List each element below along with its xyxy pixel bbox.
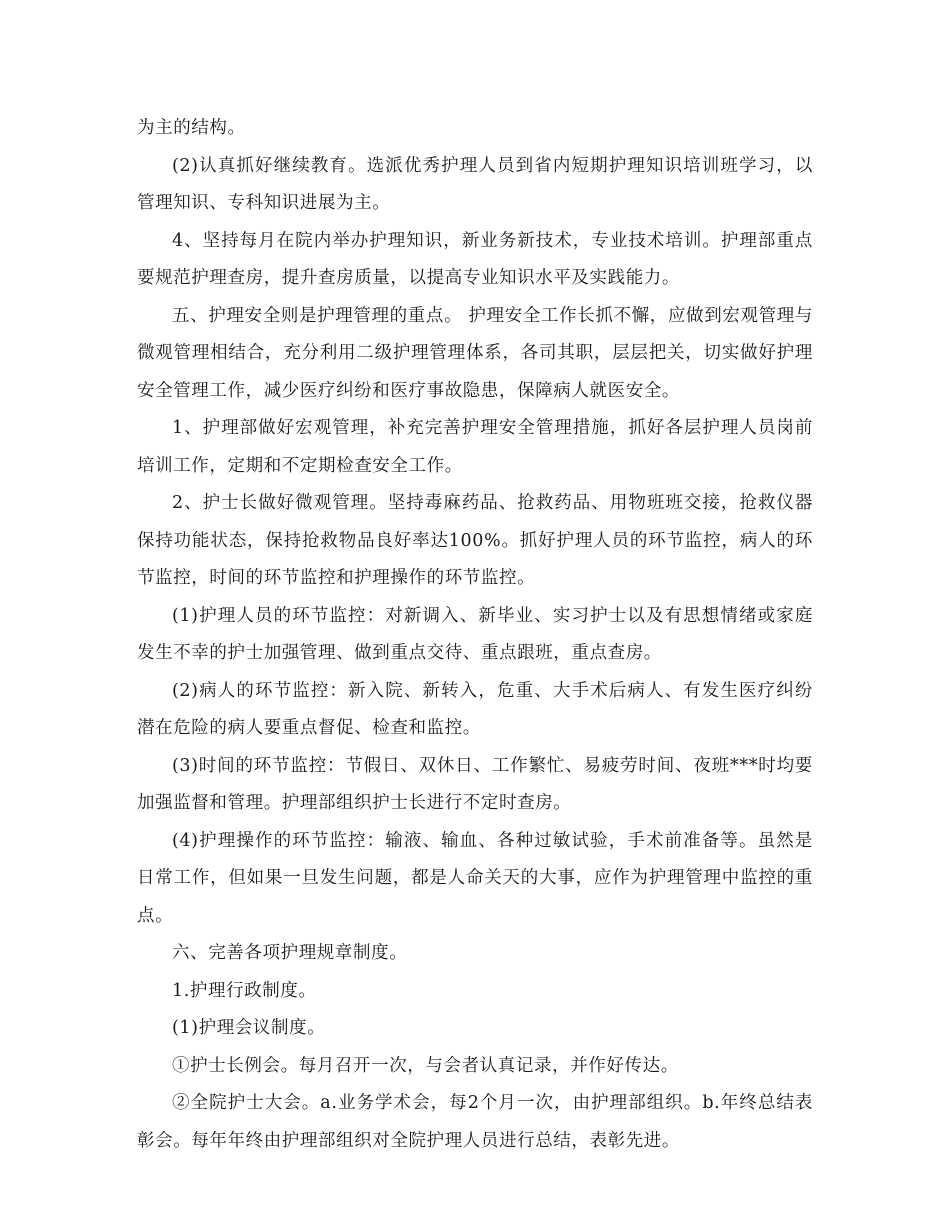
paragraph-6: 2、护士长做好微观管理。坚持毒麻药品、抢救药品、用物班班交接，抢救仪器保持功能状态，保持抢救物品良好率达100%。抓好护理人员的环节监控，病人的环节监控，时间的环节监控和护理操作的环节监控。 bbox=[137, 493, 813, 588]
paragraph-5: 1、护理部做好宏观管理，补充完善护理安全管理措施，抓好各层护理人员岗前培训工作，定期和不定期检查安全工作。 bbox=[137, 418, 813, 476]
paragraph-7: (1)护理人员的环节监控：对新调入、新毕业、实习护士以及有思想情绪或家庭发生不幸的护士加强管理、做到重点交待、重点跟班，重点查房。 bbox=[137, 605, 813, 663]
paragraph-8: (2)病人的环节监控：新入院、新转入，危重、大手术后病人、有发生医疗纠纷潜在危险的病人要重点督促、检查和监控。 bbox=[137, 680, 813, 738]
paragraph-14: ①护士长例会。每月召开一次，与会者认真记录，并作好传达。 bbox=[172, 1055, 679, 1076]
paragraph-4: 五、护理安全则是护理管理的重点。 护理安全工作长抓不懈，应做到宏观管理与微观管理相结合，充分利用二级护理管理体系，各司其职，层层把关，切实做好护理安全管理工作，减少医疗纠纷和医疗事故隐患，保障病人就医安全。 bbox=[137, 305, 813, 401]
paragraph-12: 1.护理行政制度。 bbox=[172, 980, 317, 1001]
paragraph-10: (4)护理操作的环节监控：输液、输血、各种过敏试验，手术前准备等。虽然是日常工作，但如果一旦发生问题，都是人命关天的大事，应作为护理管理中监控的重点。 bbox=[137, 830, 813, 926]
paragraph-13: (1)护理会议制度。 bbox=[172, 1018, 326, 1038]
paragraph-15: ②全院护士大会。a.业务学术会，每2个月一次，由护理部组织。b.年终总结表彰会。每年年终由护理部组织对全院护理人员进行总结，表彰先进。 bbox=[137, 1093, 813, 1151]
paragraph-3: 4、坚持每月在院内举办护理知识，新业务新技术，专业技术培训。护理部重点要规范护理查房，提升查房质量，以提高专业知识水平及实践能力。 bbox=[137, 230, 813, 288]
document-page bbox=[137, 110, 813, 1160]
paragraph-2: (2)认真抓好继续教育。选派优秀护理人员到省内短期护理知识培训班学习，以管理知识、专科知识进展为主。 bbox=[137, 155, 813, 213]
paragraph-9: (3)时间的环节监控：节假日、双休日、工作繁忙、易疲劳时间、夜班***时均要加强监督和管理。护理部组织护士长进行不定时查房。 bbox=[137, 755, 813, 813]
paragraph-11: 六、完善各项护理规章制度。 bbox=[172, 943, 408, 963]
paragraph-1: 为主的结构。 bbox=[137, 118, 246, 138]
